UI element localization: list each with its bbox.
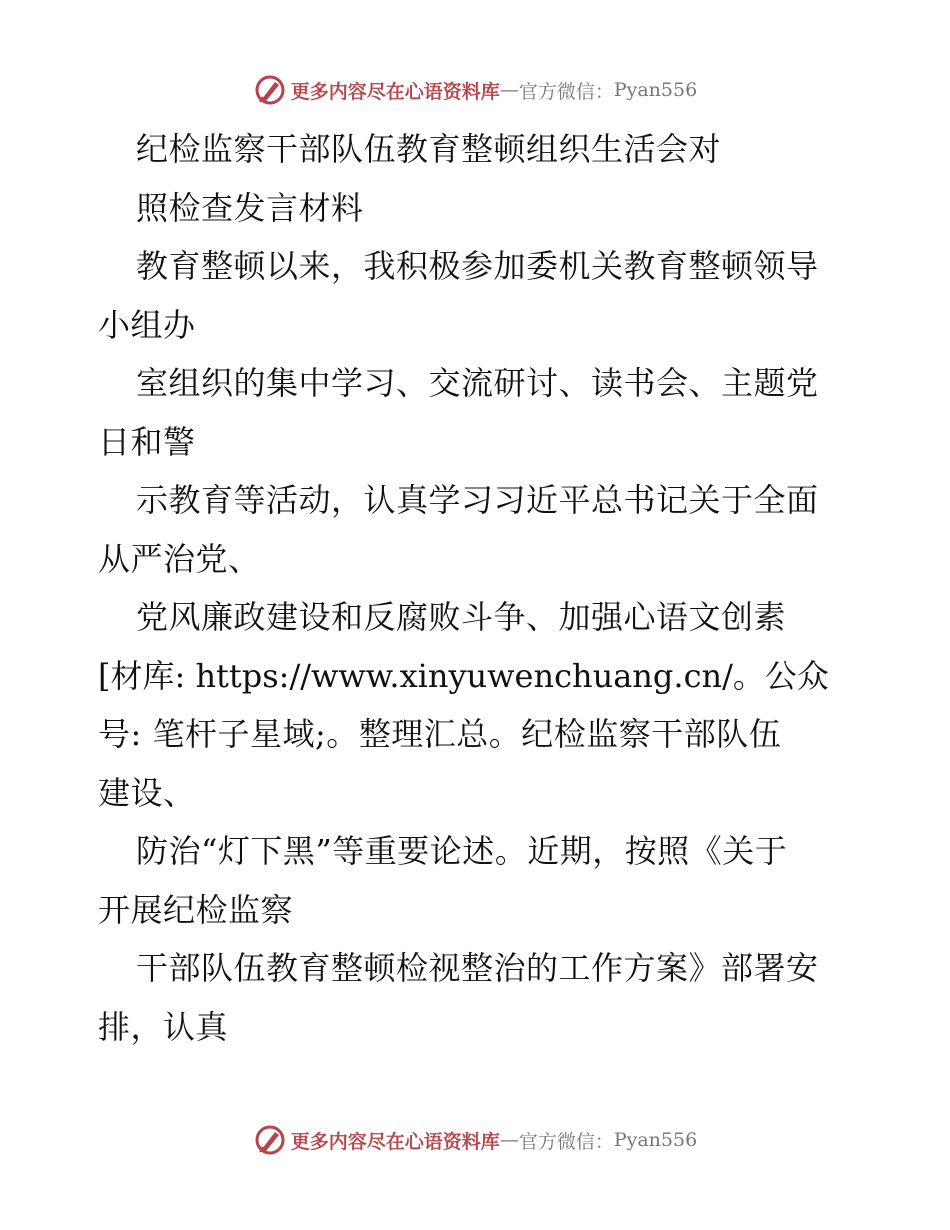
- banner-wechat-label: 官方微信：: [518, 1130, 614, 1153]
- text-line: 党风廉政建设和反腐败斗争、加强心语文创素: [136, 598, 787, 636]
- banner-separator: —: [499, 79, 519, 101]
- text-line: 排，认真: [98, 1007, 229, 1046]
- banner-slogan: 更多内容尽在心语资料库: [290, 1130, 500, 1153]
- text-line: 开展纪检监察: [98, 890, 294, 929]
- text-line: 照检查发言材料: [136, 188, 364, 227]
- text-line: 室组织的集中学习、交流研讨、读书会、主题党: [136, 364, 819, 402]
- text-line: 防治“灯下黑”等重要论述。近期，按照《关于: [136, 832, 788, 870]
- text-line: 干部队伍教育整顿检视整治的工作方案》部署安: [136, 949, 819, 987]
- banner-slogan: 更多内容尽在心语资料库: [290, 80, 500, 103]
- header-banner: [0, 70, 950, 110]
- text-line: 小组办: [98, 305, 196, 344]
- footer-banner: [0, 1120, 950, 1160]
- text-line: 纪检监察干部队伍教育整顿组织生活会对: [136, 130, 722, 168]
- text-line: [材库: https://www.xinyuwenchuang.cn/。公众: [98, 656, 829, 695]
- text-line: 示教育等活动，认真学习习近平总书记关于全面: [136, 481, 819, 519]
- banner-wechat-label: 官方微信：: [518, 80, 614, 103]
- text-line: 号: 笔杆子星域;。整理汇总。纪检监察干部队伍: [98, 715, 782, 753]
- banner-separator: —: [499, 1129, 519, 1151]
- text-line: 日和警: [98, 422, 196, 461]
- text-line: 教育整顿以来，我积极参加委机关教育整顿领导: [136, 247, 819, 285]
- text-line: 从严治党、: [98, 539, 261, 578]
- banner-wechat-id: Pyan556: [613, 1129, 698, 1151]
- banner-wechat-id: Pyan556: [613, 79, 698, 101]
- quill-logo-icon: [253, 1123, 287, 1157]
- quill-logo-icon: [253, 73, 287, 107]
- document-body: [98, 120, 858, 1056]
- text-line: 建设、: [98, 773, 196, 812]
